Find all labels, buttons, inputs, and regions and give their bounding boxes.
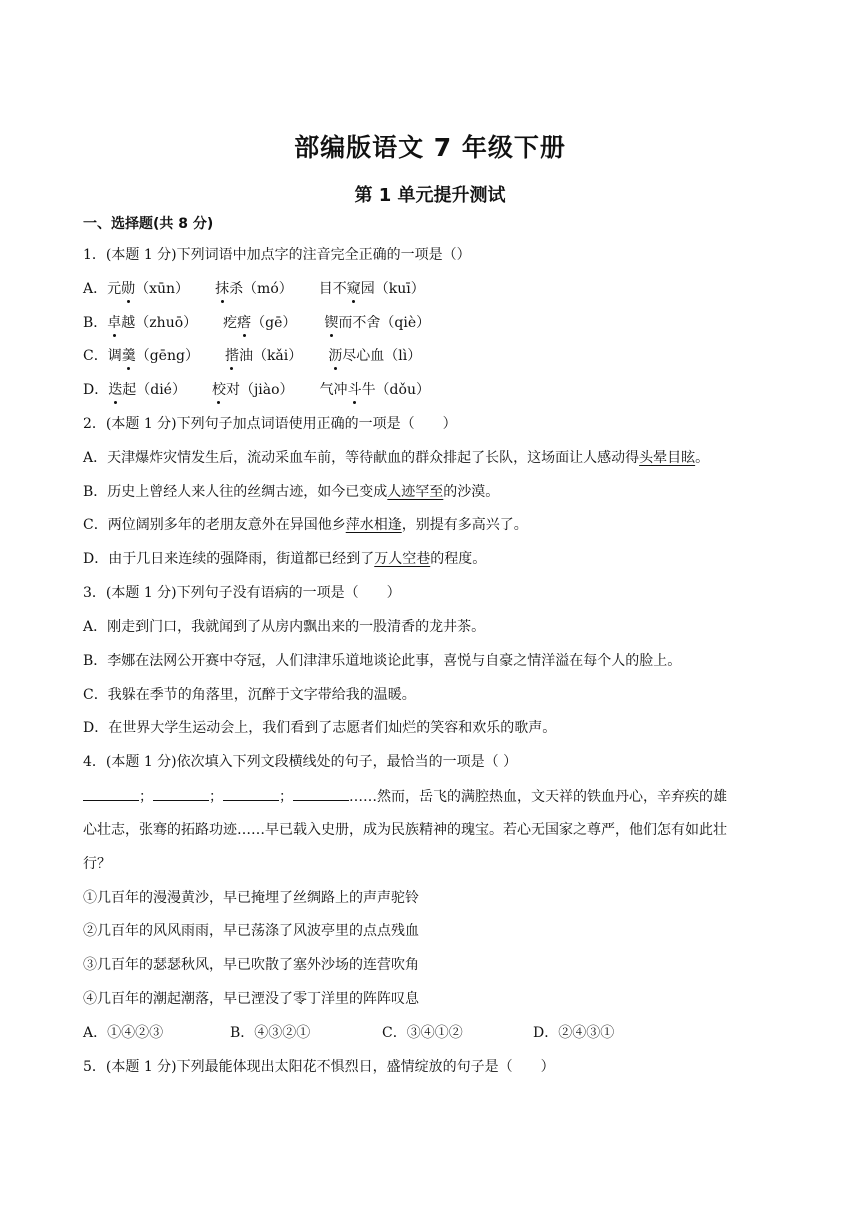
question-2-option-a: A．天津爆炸灾情发生后，流动采血车前，等待献血的群众排起了长队，这场面让人感动得头晕目眩。 bbox=[83, 450, 710, 466]
question-1-option-a: A．元勋（xūn） 抹杀（mó） 目不窥园（kuī） bbox=[83, 281, 425, 297]
question-1-option-c: C．调羹（gēng） 揩油（kǎi） 沥尽心血（lì） bbox=[83, 348, 422, 364]
document-subtitle: 第 1 单元提升测试 bbox=[354, 185, 506, 206]
underlined-phrase: 人迹罕至 bbox=[387, 484, 444, 500]
section-heading: 一、选择题(共 8 分) bbox=[83, 216, 214, 232]
question-4-passage-line-1: ； ； ； ……然而，岳飞的满腔热血，文天祥的铁血丹心，辛弃疾的雄 bbox=[83, 786, 727, 807]
question-4-passage-line-2: 心壮志，张骞的拓路功迹……早已载入史册，成为民族精神的瑰宝。若心无国家之尊严，他们怎有如此壮 bbox=[83, 822, 727, 838]
question-4-sentence-4: ④几百年的潮起潮落，早已湮没了零丁洋里的阵阵叹息 bbox=[83, 991, 419, 1007]
question-2-option-c: C．两位阔别多年的老朋友意外在异国他乡萍水相逢，别提有多高兴了。 bbox=[83, 517, 528, 533]
fill-blank bbox=[83, 786, 139, 801]
dotted-char: 窥 bbox=[346, 281, 361, 297]
question-3-option-b: B．李娜在法网公开赛中夺冠，人们津津乐道地谈论此事，喜悦与自豪之情洋溢在每个人的脸上。 bbox=[83, 653, 682, 669]
dotted-char: 斗 bbox=[347, 382, 362, 398]
question-5-stem: 5．(本题 1 分)下列最能体现出太阳花不惧烈日，盛情绽放的句子是（ ） bbox=[83, 1059, 555, 1075]
dotted-char: 抹 bbox=[215, 281, 230, 297]
question-4-stem: 4．(本题 1 分)依次填入下列文段横线处的句子，最恰当的一项是（ ） bbox=[83, 754, 518, 770]
question-3-option-c: C．我躲在季节的角落里，沉醉于文字带给我的温暖。 bbox=[83, 687, 416, 703]
underlined-phrase: 万人空巷 bbox=[374, 551, 431, 567]
underlined-phrase: 头晕目眩 bbox=[639, 450, 696, 466]
question-3-option-a: A．刚走到门口，我就闻到了从房内飘出来的一股清香的龙井茶。 bbox=[83, 619, 486, 635]
dotted-char: 瘩 bbox=[237, 315, 252, 331]
fill-blank bbox=[223, 786, 279, 801]
option-b: B．④③②① bbox=[230, 1025, 311, 1041]
fill-blank bbox=[153, 786, 209, 801]
option-c: C．③④①② bbox=[382, 1025, 463, 1041]
dotted-char: 沥 bbox=[328, 348, 343, 364]
question-2-option-d: D．由于几日来连续的强降雨，街道都已经到了万人空巷的程度。 bbox=[83, 551, 487, 567]
question-2-stem: 2．(本题 1 分)下列句子加点词语使用正确的一项是（ ） bbox=[83, 416, 457, 432]
question-1-option-b: B．卓越（zhuō） 疙瘩（gē） 锲而不舍（qiè） bbox=[83, 315, 431, 331]
question-4-sentence-2: ②几百年的风风雨雨，早已荡涤了风波亭里的点点残血 bbox=[83, 923, 419, 939]
question-4-sentence-1: ①几百年的漫漫黄沙，早已掩埋了丝绸路上的声声驼铃 bbox=[83, 890, 419, 906]
question-1-stem: 1．(本题 1 分)下列词语中加点字的注音完全正确的一项是（） bbox=[83, 247, 471, 263]
dotted-char: 卓 bbox=[107, 315, 122, 331]
question-3-stem: 3．(本题 1 分)下列句子没有语病的一项是（ ） bbox=[83, 585, 401, 601]
dotted-char: 锲 bbox=[324, 315, 339, 331]
question-4-passage-line-3: 行？ bbox=[83, 856, 111, 872]
option-d: D．②④③① bbox=[533, 1025, 615, 1041]
dotted-char: 揩 bbox=[224, 348, 239, 364]
dotted-char: 勋 bbox=[121, 281, 136, 297]
question-4-sentence-3: ③几百年的瑟瑟秋风，早已吹散了塞外沙场的连营吹角 bbox=[83, 957, 419, 973]
dotted-char: 迭 bbox=[108, 382, 123, 398]
option-a: A．①④②③ bbox=[83, 1025, 164, 1041]
document-title: 部编版语文 7 年级下册 bbox=[294, 133, 566, 162]
underlined-phrase: 萍水相逢 bbox=[345, 517, 402, 533]
fill-blank bbox=[293, 786, 349, 801]
question-3-option-d: D．在世界大学生运动会上，我们看到了志愿者们灿烂的笑容和欢乐的歌声。 bbox=[83, 720, 557, 736]
dotted-char: 校 bbox=[211, 382, 226, 398]
question-4-options bbox=[83, 1023, 614, 1043]
dotted-char: 羹 bbox=[121, 348, 136, 364]
question-1-option-d: D．迭起（dié） 校对（jiào） 气冲斗牛（dǒu） bbox=[83, 382, 430, 398]
question-2-option-b: B．历史上曾经人来人往的丝绸古迹，如今已变成人迹罕至的沙漠。 bbox=[83, 484, 500, 500]
